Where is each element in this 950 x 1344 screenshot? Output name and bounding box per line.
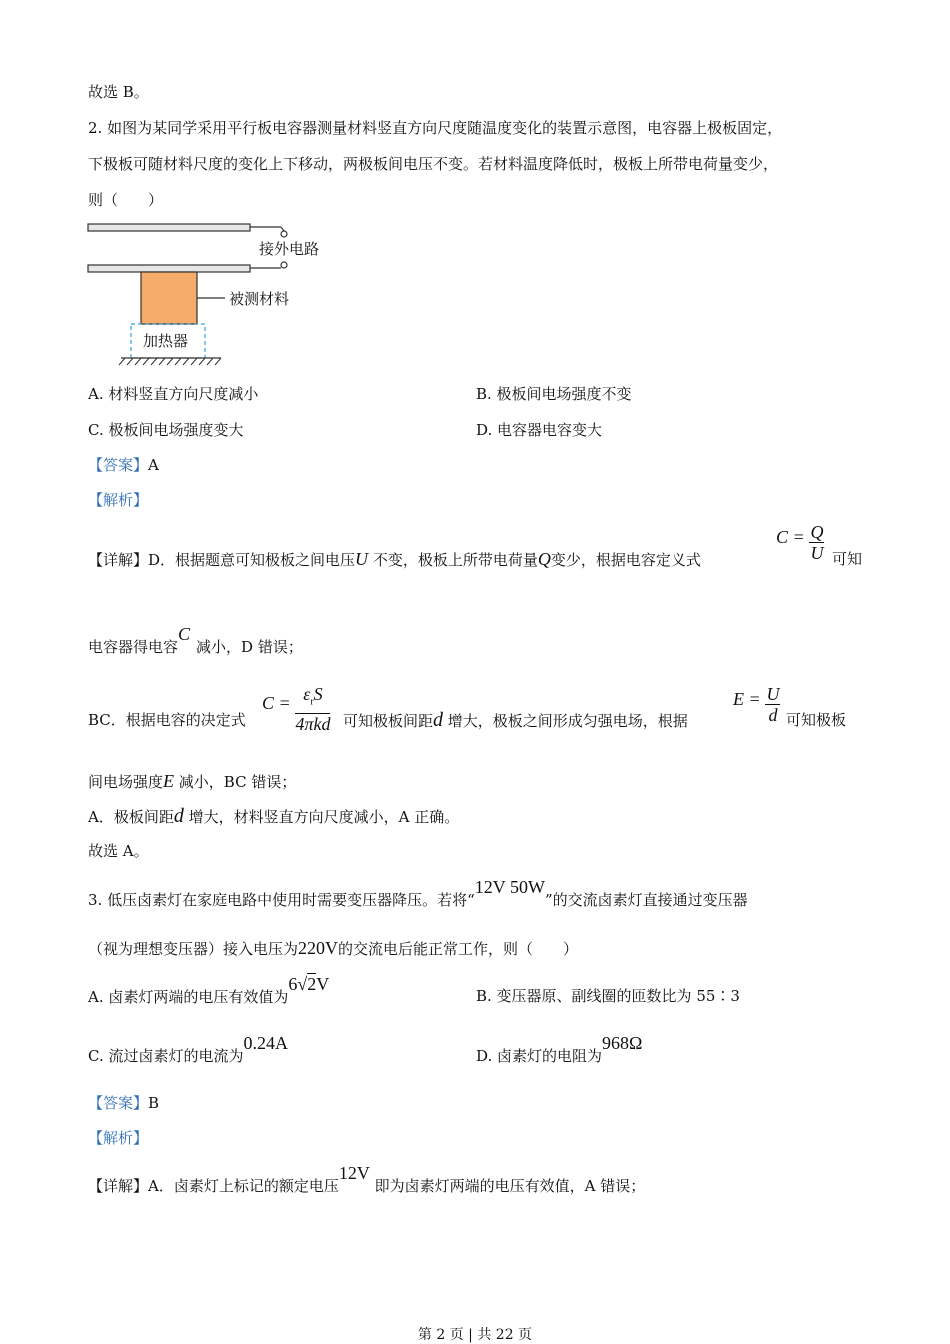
text: 增大，极板之间形成匀强电场，根据 (447, 712, 688, 730)
supply-voltage: 220V (298, 938, 339, 958)
material-block (141, 272, 197, 324)
text: 电容器得电容 (88, 638, 179, 656)
text: 减小，BC 错误； (178, 773, 297, 791)
epsilon: ε (303, 684, 311, 704)
option-d-value: 968Ω (602, 1033, 643, 1053)
q2-detail-line1 (88, 549, 701, 570)
q2-option-c: C. 极板间电场强度变大 (88, 421, 244, 439)
detail-tag: 【详解】 (88, 551, 149, 569)
answer-value: A (148, 456, 159, 474)
text: （视为理想变压器）接入电压为 (88, 940, 299, 958)
text: A．卤素灯上标记的额定电压 (148, 1177, 339, 1195)
coefficient: 6 (288, 974, 298, 994)
eq-field-strength (733, 684, 780, 725)
q3-stem-line2 (88, 938, 578, 959)
q3-option-d (476, 1033, 643, 1066)
option-a-value (288, 974, 329, 994)
symbol-d: d (433, 709, 444, 731)
prev-answer: 故选 B。 (88, 83, 149, 101)
terminal-top (281, 231, 287, 237)
radicand: 2 (307, 974, 317, 994)
q3-answer-line (88, 1093, 159, 1113)
q2-stem-line3: 则（ ） (88, 191, 164, 209)
label-external-circuit: 接外电路 (259, 240, 320, 258)
sqrt-icon: √ (297, 974, 308, 994)
eq-numerator: U (766, 684, 780, 704)
q2-detail-line4 (88, 771, 296, 792)
eq-numerator (295, 684, 330, 714)
text: A．极板间距 (88, 808, 174, 826)
lower-plate (88, 265, 250, 272)
q2-answer-line (88, 455, 159, 475)
symbol-c: C (178, 624, 191, 644)
symbol-q: Q (537, 549, 551, 569)
eq-fraction (295, 684, 330, 734)
text: D. 卤素灯的电阻为 (476, 1047, 603, 1065)
text: 不变，极板上所带电荷量 (372, 551, 538, 569)
q2-stem-line2: 下极板可随材料尺度的变化上下移动，两极板间电压不变。若材料温度降低时，极板上所带电荷量变少， (88, 155, 779, 173)
text: A. 卤素灯两端的电压有效值为 (88, 988, 289, 1006)
text: 即为卤素灯两端的电压有效值，A 错误； (374, 1177, 646, 1195)
symbol-u: U (355, 549, 369, 569)
ground-hatch (119, 358, 221, 365)
lamp-rating: 12V 50W (474, 877, 545, 897)
eq-denominator: d (768, 705, 778, 725)
upper-plate (88, 224, 250, 231)
terminal-bottom (281, 262, 287, 268)
q2-detail-line3a: BC．根据电容的决定式 (88, 711, 246, 729)
eq-fraction (809, 522, 824, 563)
q3-option-a (88, 974, 330, 1007)
q2-analysis-tag: 【解析】 (88, 491, 149, 509)
page-footer: 第 2 页 | 共 22 页 (417, 1327, 533, 1343)
q2-conclusion: 故选 A。 (88, 842, 149, 860)
eq-capacitance-definition (776, 522, 824, 563)
area-s: S (313, 684, 323, 704)
label-heater: 加热器 (143, 332, 189, 350)
text: 变少，根据电容定义式 (550, 551, 701, 569)
q2-option-d: D. 电容器电容变大 (476, 421, 603, 439)
eq-denominator: 4πkd (295, 713, 331, 734)
text: C. 流过卤素灯的电流为 (88, 1047, 244, 1065)
text: 减小，D 错误； (196, 638, 303, 656)
text: 可知极板间距 (343, 712, 434, 730)
eq-lhs: E = (733, 688, 761, 709)
eq-fraction (765, 684, 780, 725)
q2-detail-line2 (88, 624, 303, 657)
eq-capacitance-determination (262, 684, 330, 734)
text: ”的交流卤素灯直接通过变压器 (544, 891, 748, 909)
q2-detail-line3-end: 可知极板 (786, 711, 847, 729)
q3-option-b: B. 变压器原、副线圈的匝数比为 55∶3 (476, 987, 740, 1005)
text: D．根据题意可知极板之间电压 (148, 551, 356, 569)
q2-detail-line1-end: 可知 (832, 550, 863, 568)
rated-voltage: 12V (338, 1163, 370, 1183)
answer-tag: 【答案】 (88, 1094, 149, 1112)
label-material: 被测材料 (229, 290, 290, 308)
text: 的交流电后能正常工作，则（ ） (338, 940, 579, 958)
symbol-d: d (173, 805, 184, 827)
eq-numerator: Q (810, 522, 824, 542)
q2-detail-line3b (343, 710, 688, 731)
eq-lhs: C = (776, 526, 805, 547)
detail-tag: 【详解】 (88, 1177, 149, 1195)
q3-option-c (88, 1033, 288, 1066)
q3-detail-line1 (88, 1163, 646, 1196)
eq-denominator: U (810, 543, 824, 563)
text: 间电场强度 (88, 773, 164, 791)
q2-detail-line5 (88, 806, 459, 827)
q3-stem-line1 (88, 877, 748, 910)
q2-option-b: B. 极板间电场强度不变 (476, 385, 632, 403)
eq-lhs: C = (262, 692, 291, 713)
text: 3. 低压卤素灯在家庭电路中使用时需要变压器降压。若将“ (88, 891, 475, 909)
symbol-e: E (163, 771, 175, 791)
answer-value: B (148, 1094, 160, 1112)
q2-option-a: A. 材料竖直方向尺度减小 (88, 385, 259, 403)
option-c-value: 0.24A (243, 1033, 288, 1053)
unit: V (316, 974, 330, 994)
subscript-r: r (310, 696, 314, 708)
q2-stem-line1: 2. 如图为某同学采用平行板电容器测量材料竖直方向尺度随温度变化的装置示意图，电容器上极板固定， (88, 119, 783, 137)
answer-tag: 【答案】 (88, 456, 149, 474)
q3-analysis-tag: 【解析】 (88, 1129, 149, 1147)
text: 增大，材料竖直方向尺度减小，A 正确。 (188, 808, 460, 826)
